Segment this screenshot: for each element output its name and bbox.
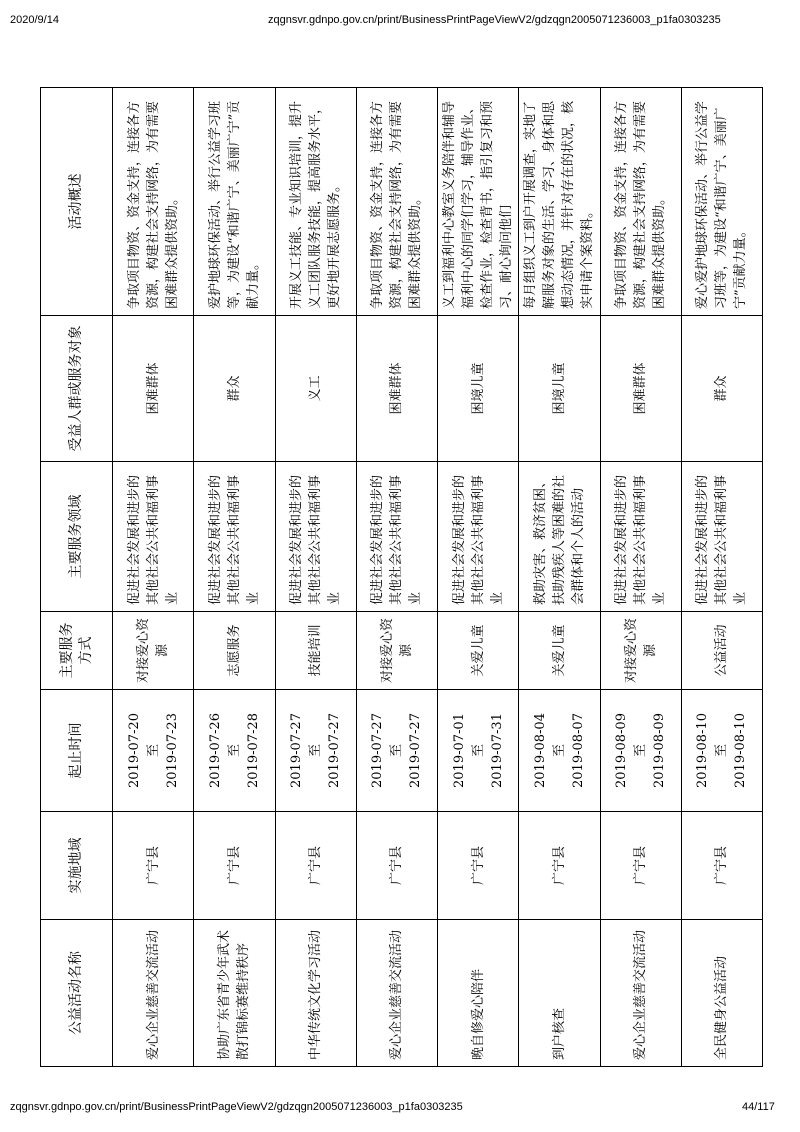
footer-page-number: 44/117 bbox=[742, 1101, 775, 1113]
activity-time bbox=[113, 690, 194, 812]
col-header-field: 主要服务领域 bbox=[41, 462, 113, 612]
col-header-target: 受益人群或服务对象 bbox=[41, 316, 113, 462]
table-row bbox=[600, 88, 681, 1067]
header-url: zqgnsvr.gdnpo.gov.cn/print/BusinessPrintPageViewV2/gdzqgn2005071236003_p1fa0303235 bbox=[268, 14, 721, 26]
activity-name: 晚自修爱心陪伴 bbox=[438, 920, 519, 1067]
activity-name: 爱心企业慈善交流活动 bbox=[600, 920, 681, 1067]
beneficiary: 困难群体 bbox=[113, 316, 194, 462]
activity-time bbox=[519, 690, 600, 812]
activity-region: 广宁县 bbox=[600, 812, 681, 920]
activity-time bbox=[194, 690, 275, 812]
activity-name: 到户核查 bbox=[519, 920, 600, 1067]
col-header-method: 主要服务方式 bbox=[41, 612, 113, 690]
service-method: 对接爱心资源 bbox=[600, 612, 681, 690]
service-method: 志愿服务 bbox=[194, 612, 275, 690]
table-row bbox=[356, 88, 437, 1067]
service-method: 对接爱心资源 bbox=[113, 612, 194, 690]
to-word: 至 bbox=[389, 744, 405, 758]
beneficiary: 困难群体 bbox=[600, 316, 681, 462]
beneficiary: 群众 bbox=[194, 316, 275, 462]
service-method: 对接爱心资源 bbox=[356, 612, 437, 690]
activity-name: 中华传统文化学习活动 bbox=[275, 920, 356, 1067]
to-word: 至 bbox=[226, 744, 242, 758]
beneficiary: 困境儿童 bbox=[519, 316, 600, 462]
beneficiary: 群众 bbox=[681, 316, 762, 462]
activity-region: 广宁县 bbox=[681, 812, 762, 920]
activity-summary: 争取项目物资、资金支持，连接各方资源，构建社会支持网络，为有需要困难群众提供资助。 bbox=[113, 88, 194, 316]
service-field: 救助灾害、救济贫困、扶助残疾人等困难的社会群体和个人的活动 bbox=[519, 462, 600, 612]
table-row bbox=[519, 88, 600, 1067]
activity-region: 广宁县 bbox=[438, 812, 519, 920]
activity-time bbox=[275, 690, 356, 812]
service-field: 促进社会发展和进步的其他社会公共和福利事业 bbox=[275, 462, 356, 612]
to-word: 至 bbox=[145, 744, 161, 758]
activity-time bbox=[681, 690, 762, 812]
service-method: 关爱儿童 bbox=[438, 612, 519, 690]
activity-region: 广宁县 bbox=[113, 812, 194, 920]
beneficiary: 义工 bbox=[275, 316, 356, 462]
activity-summary: 争取项目物资、资金支持，连接各方资源，构建社会支持网络，为有需要困难群众提供资助。 bbox=[356, 88, 437, 316]
start-date: 2019-08-09 bbox=[614, 713, 630, 788]
start-date: 2019-08-04 bbox=[532, 713, 548, 788]
end-date: 2019-07-23 bbox=[164, 713, 180, 788]
end-date: 2019-08-09 bbox=[652, 713, 668, 788]
beneficiary: 困境儿童 bbox=[438, 316, 519, 462]
table-row bbox=[275, 88, 356, 1067]
service-field: 促进社会发展和进步的其他社会公共和福利事业 bbox=[681, 462, 762, 612]
activity-time bbox=[600, 690, 681, 812]
service-field: 促进社会发展和进步的其他社会公共和福利事业 bbox=[194, 462, 275, 612]
table-row bbox=[681, 88, 762, 1067]
activity-summary: 爱心爱护地球环保活动、举行公益学习班等，为建设“和谐广宁、美丽广宁”贡献力量。 bbox=[681, 88, 762, 316]
activity-table bbox=[40, 87, 763, 1067]
service-field: 促进社会发展和进步的其他社会公共和福利事业 bbox=[600, 462, 681, 612]
col-header-summary: 活动概述 bbox=[41, 88, 113, 316]
activity-region: 广宁县 bbox=[194, 812, 275, 920]
to-word: 至 bbox=[714, 744, 730, 758]
to-word: 至 bbox=[633, 744, 649, 758]
end-date: 2019-08-07 bbox=[570, 713, 586, 788]
activity-summary: 爱护地球环保活动、举行公益学习班等，为建设“和谐广宁、美丽广宁”贡献力量。 bbox=[194, 88, 275, 316]
to-word: 至 bbox=[470, 744, 486, 758]
table-row bbox=[438, 88, 519, 1067]
rotated-table-container bbox=[40, 88, 762, 1067]
start-date: 2019-07-27 bbox=[289, 713, 305, 788]
activity-time bbox=[438, 690, 519, 812]
table-row bbox=[113, 88, 194, 1067]
table-body bbox=[113, 88, 763, 1067]
activity-summary: 义工到福利中心教室义务陪伴和辅导福利中心的同学们学习，辅导作业、检查作业，检查背书，指引复习和预习、耐心询问他们 bbox=[438, 88, 519, 316]
beneficiary: 困难群体 bbox=[356, 316, 437, 462]
service-method: 公益活动 bbox=[681, 612, 762, 690]
end-date: 2019-07-28 bbox=[245, 713, 261, 788]
activity-name: 全民健身公益活动 bbox=[681, 920, 762, 1067]
activity-name: 爱心企业慈善交流活动 bbox=[113, 920, 194, 1067]
activity-region: 广宁县 bbox=[356, 812, 437, 920]
activity-summary: 争取项目物资、资金支持，连接各方资源，构建社会支持网络，为有需要困难群众提供资助。 bbox=[600, 88, 681, 316]
start-date: 2019-07-27 bbox=[370, 713, 386, 788]
footer-url: zqgnsvr.gdnpo.gov.cn/print/BusinessPrintPageViewV2/gdzqgn2005071236003_p1fa0303235 bbox=[10, 1101, 463, 1113]
activity-name: 爱心企业慈善交流活动 bbox=[356, 920, 437, 1067]
service-method: 技能培训 bbox=[275, 612, 356, 690]
col-header-region: 实施地域 bbox=[41, 812, 113, 920]
table-row bbox=[194, 88, 275, 1067]
activity-summary: 每月组织义工到户开展调查，实地了解服务对象的生活、学习、身体和思想动态情况，并针对存在的状况，核实申请个案资料。 bbox=[519, 88, 600, 316]
service-field: 促进社会发展和进步的其他社会公共和福利事业 bbox=[356, 462, 437, 612]
activity-time bbox=[356, 690, 437, 812]
activity-summary: 开展义工技能、专业知识培训，提升义工团队服务技能，提高服务水平，更好地开展志愿服务。 bbox=[275, 88, 356, 316]
start-date: 2019-07-01 bbox=[451, 713, 467, 788]
service-field: 促进社会发展和进步的其他社会公共和福利事业 bbox=[438, 462, 519, 612]
to-word: 至 bbox=[308, 744, 324, 758]
activity-region: 广宁县 bbox=[275, 812, 356, 920]
to-word: 至 bbox=[551, 744, 567, 758]
end-date: 2019-08-10 bbox=[733, 713, 749, 788]
activity-region: 广宁县 bbox=[519, 812, 600, 920]
end-date: 2019-07-27 bbox=[408, 713, 424, 788]
start-date: 2019-07-20 bbox=[126, 713, 142, 788]
table-header-row bbox=[41, 88, 113, 1067]
end-date: 2019-07-27 bbox=[327, 713, 343, 788]
col-header-time: 起止时间 bbox=[41, 690, 113, 812]
end-date: 2019-07-31 bbox=[489, 713, 505, 788]
service-method: 关爱儿童 bbox=[519, 612, 600, 690]
col-header-name: 公益活动名称 bbox=[41, 920, 113, 1067]
start-date: 2019-07-26 bbox=[207, 713, 223, 788]
start-date: 2019-08-10 bbox=[695, 713, 711, 788]
header-date: 2020/9/14 bbox=[10, 14, 59, 26]
service-field: 促进社会发展和进步的其他社会公共和福利事业 bbox=[113, 462, 194, 612]
activity-name: 协助广东省青少年武术散打锦标赛维持秩序 bbox=[194, 920, 275, 1067]
